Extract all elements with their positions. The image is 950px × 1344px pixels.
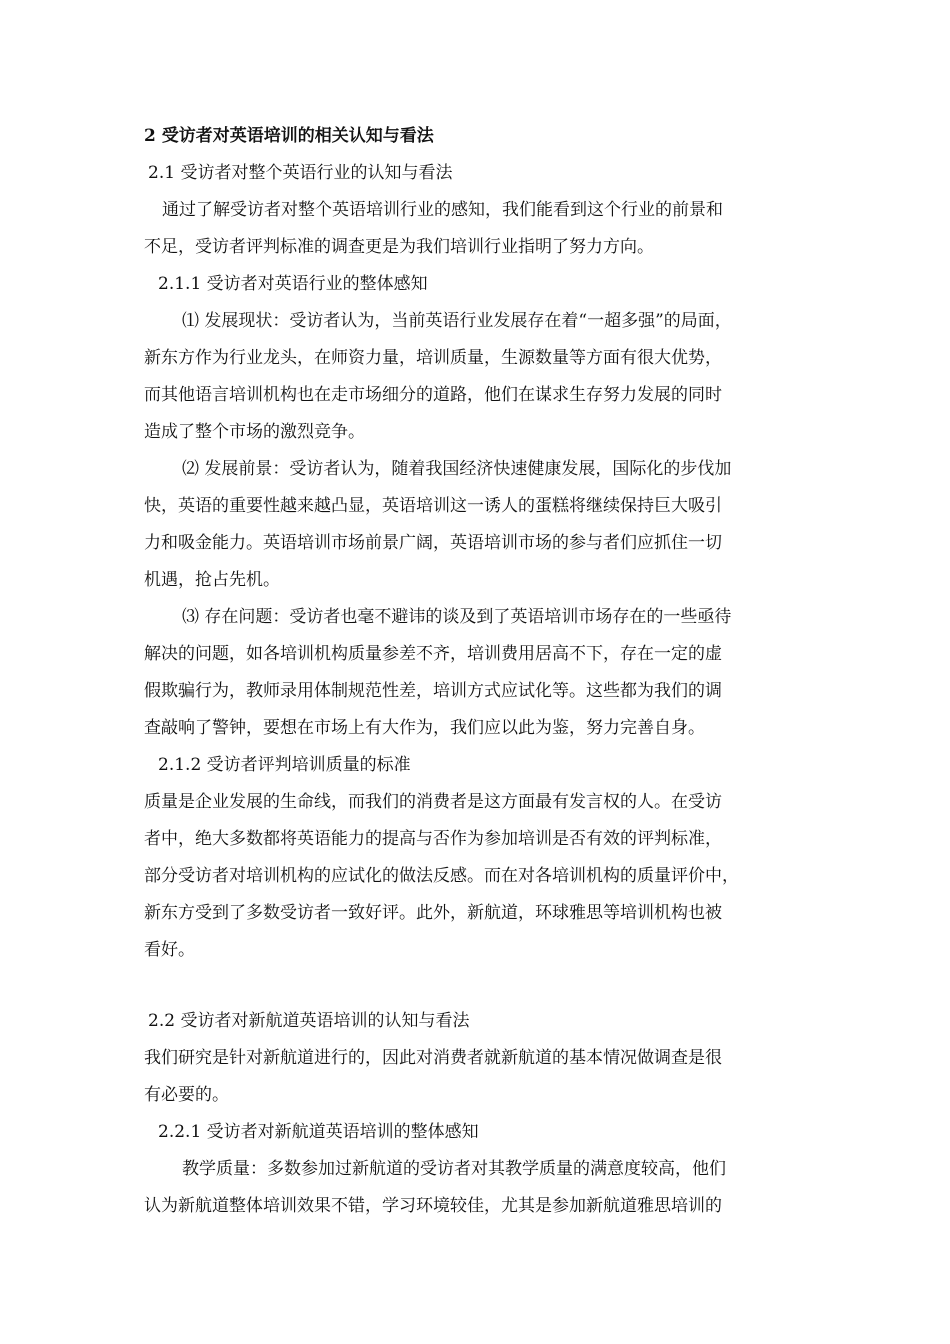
text-line: 部分受访者对培训机构的应试化的做法反感。而在对各培训机构的质量评价中，	[144, 866, 739, 886]
section-2-2-title: 2.2 受访者对新航道英语培训的认知与看法	[148, 1011, 470, 1031]
text-line: 质量是企业发展的生命线，而我们的消费者是这方面最有发言权的人。在受访	[144, 792, 722, 812]
text-line: 不足，受访者评判标准的调查更是为我们培训行业指明了努力方向。	[144, 237, 654, 257]
text-line: ⑶ 存在问题：受访者也毫不避讳的谈及到了英语培训市场存在的一些亟待	[182, 607, 732, 627]
text-line: ⑴ 发展现状：受访者认为，当前英语行业发展存在着“一超多强”的局面，	[182, 311, 732, 331]
text-line: 看好。	[144, 940, 195, 960]
subsection-2-1-2-title: 2.1.2 受访者评判培训质量的标准	[158, 755, 411, 775]
text-line: 我们研究是针对新航道进行的，因此对消费者就新航道的基本情况做调查是很	[144, 1048, 722, 1068]
paragraph-development-prospect	[144, 451, 814, 599]
text-line: 力和吸金能力。英语培训市场前景广阔，英语培训市场的参与者们应抓住一切	[144, 533, 722, 553]
text-line: 快，英语的重要性越来越凸显，英语培训这一诱人的蛋糕将继续保持巨大吸引	[144, 496, 722, 516]
paragraph-development-status	[144, 303, 814, 451]
heading-2: 2 受访者对英语培训的相关认知与看法	[144, 126, 434, 146]
paragraph-quality-standard	[144, 784, 814, 969]
text-line: 新东方受到了多数受访者一致好评。此外，新航道，环球雅思等培训机构也被	[144, 903, 722, 923]
text-line: 认为新航道整体培训效果不错，学习环境较佳，尤其是参加新航道雅思培训的	[144, 1196, 722, 1216]
text-line: 通过了解受访者对整个英语培训行业的感知，我们能看到这个行业的前景和	[162, 200, 723, 220]
section-2-1-intro	[144, 192, 814, 266]
text-line: 解决的问题，如各培训机构质量参差不齐，培训费用居高不下，存在一定的虚	[144, 644, 722, 664]
text-line: 者中，绝大多数都将英语能力的提高与否作为参加培训是否有效的评判标准，	[144, 829, 722, 849]
text-line: 查敲响了警钟，要想在市场上有大作为，我们应以此为鉴，努力完善自身。	[144, 718, 705, 738]
subsection-2-2-1-title: 2.2.1 受访者对新航道英语培训的整体感知	[158, 1122, 479, 1142]
text-line: 教学质量：多数参加过新航道的受访者对其教学质量的满意度较高，他们	[182, 1159, 726, 1179]
text-line: 新东方作为行业龙头，在师资力量，培训质量，生源数量等方面有很大优势，	[144, 348, 722, 368]
text-line: 有必要的。	[144, 1085, 229, 1105]
text-line: 假欺骗行为，教师录用体制规范性差，培训方式应试化等。这些都为我们的调	[144, 681, 722, 701]
section-2-2-intro	[144, 1040, 814, 1114]
paragraph-existing-problems	[144, 599, 814, 747]
subsection-2-1-1-title: 2.1.1 受访者对英语行业的整体感知	[158, 274, 428, 294]
section-2-1-title: 2.1 受访者对整个英语行业的认知与看法	[148, 163, 453, 183]
text-line: 而其他语言培训机构也在走市场细分的道路，他们在谋求生存努力发展的同时	[144, 385, 722, 405]
text-line: 机遇，抢占先机。	[144, 570, 280, 590]
paragraph-teaching-quality	[144, 1151, 814, 1225]
text-line: ⑵ 发展前景：受访者认为，随着我国经济快速健康发展，国际化的步伐加	[182, 459, 732, 479]
text-line: 造成了整个市场的激烈竞争。	[144, 422, 365, 442]
